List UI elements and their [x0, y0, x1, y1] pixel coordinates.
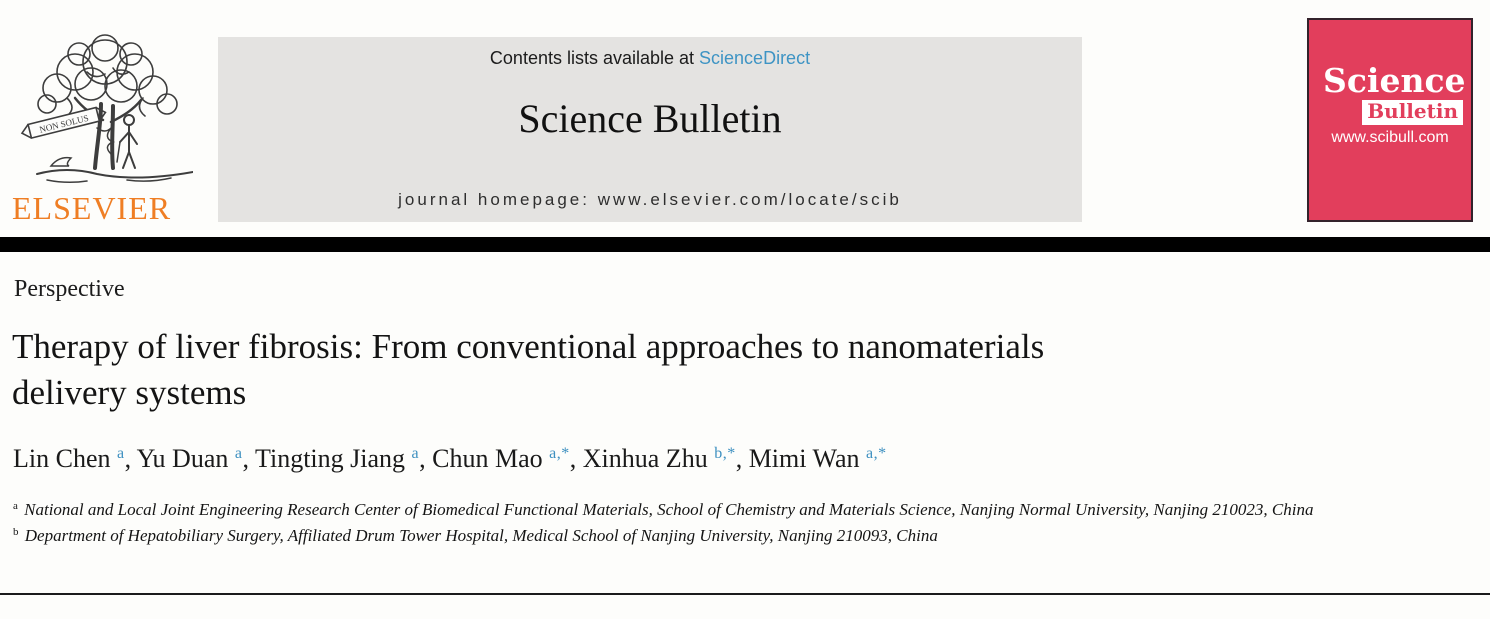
- article-title: Therapy of liver fibrosis: From conventional approaches to nanomaterials delivery systems: [12, 327, 1045, 412]
- article-type-label: Perspective: [14, 276, 125, 302]
- author-separator: ,: [735, 444, 749, 473]
- author-name: Yu Duan: [136, 444, 235, 473]
- affiliation-sup: b: [13, 525, 19, 538]
- journal-banner: [218, 37, 1082, 222]
- author-affiliation-sup: a,*: [549, 445, 570, 462]
- author-separator: ,: [569, 444, 583, 473]
- author-separator: ,: [419, 444, 433, 473]
- author-name: Chun Mao: [432, 444, 550, 473]
- author-affiliation-sup: a: [234, 445, 243, 462]
- author-affiliation-sup: a: [117, 445, 125, 462]
- author-name: Xinhua Zhu: [582, 444, 715, 473]
- affiliation-line: [13, 497, 1425, 523]
- contents-prefix-text: Contents lists available at: [489, 48, 700, 68]
- author-name: Tingting Jiang: [255, 444, 412, 473]
- author-affiliation-sup: a: [411, 445, 420, 462]
- author-affiliation-sup: a,*: [866, 445, 887, 462]
- journal-homepage-link[interactable]: journal homepage: www.elsevier.com/locate/scib: [398, 190, 902, 209]
- footer-rule: [0, 593, 1490, 595]
- affiliation-sup: a: [13, 500, 18, 512]
- elsevier-tree-icon: [17, 28, 193, 188]
- journal-cover-thumbnail: [1307, 18, 1473, 222]
- affiliation-text: Department of Hepatobiliary Surgery, Affiliated Drum Tower Hospital, Medical School of Nanjing University, Nanjing 210093, China: [20, 525, 938, 545]
- author-name: Mimi Wan: [748, 444, 867, 473]
- cover-url-link[interactable]: www.scibull.com: [1331, 129, 1449, 146]
- header-divider-bar: [0, 237, 1490, 252]
- author-separator: ,: [124, 444, 137, 473]
- elsevier-logo-block: [12, 28, 198, 224]
- author-affiliation-sup: b,*: [714, 445, 736, 462]
- affiliation-line: [13, 523, 1425, 549]
- elsevier-wordmark: ELSEVIER: [12, 190, 172, 226]
- contents-availability-line: [218, 48, 1082, 69]
- author-list: [13, 444, 1413, 474]
- affiliation-text: National and Local Joint Engineering Research Center of Biomedical Functional Materials, School of Chemistry and Materials Science, Nanjing Normal University, Nanjing 210023, China: [19, 500, 1314, 519]
- cover-title-science: Science: [1323, 61, 1466, 100]
- cover-title-bulletin: Bulletin: [1362, 100, 1463, 125]
- sciencedirect-link[interactable]: ScienceDirect: [699, 48, 811, 68]
- author-separator: ,: [242, 444, 256, 473]
- non-solus-banner-text: NON SOLUS: [38, 112, 90, 135]
- affiliation-list: [13, 497, 1425, 548]
- journal-title: Science Bulletin: [518, 96, 782, 141]
- author-name: Lin Chen: [13, 444, 117, 473]
